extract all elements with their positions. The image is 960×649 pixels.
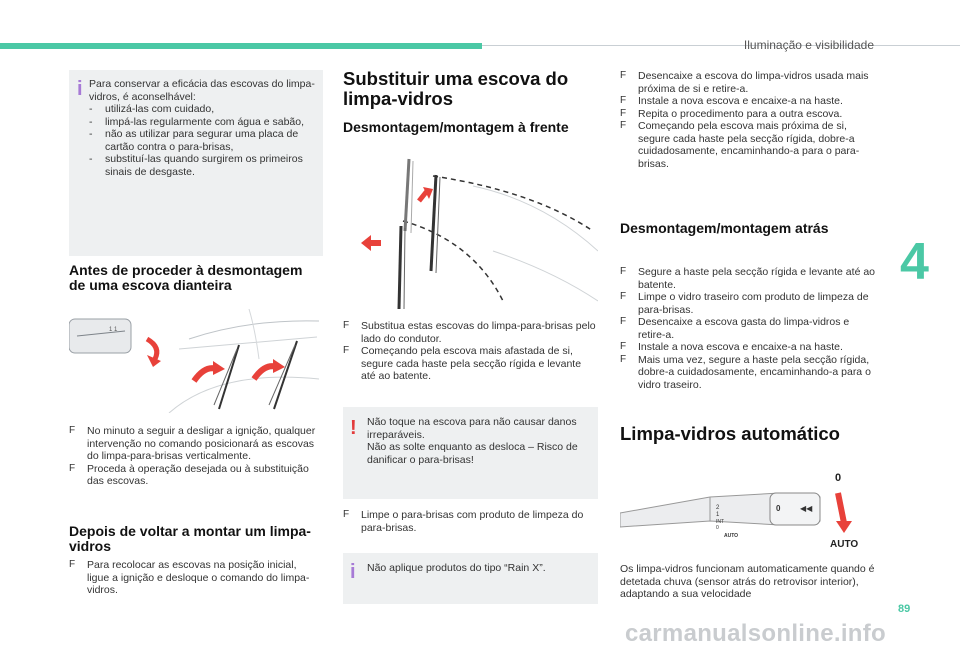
list-item: F Limpe o para-brisas com produto de limpeza do para-brisas.: [343, 509, 584, 534]
info-box-rainx-text: Não aplique produtos do tipo “Rain X”.: [367, 562, 546, 574]
main-heading: Substituir uma escova do limpa-vidros: [343, 68, 569, 109]
svg-text:◀◀: ◀◀: [800, 504, 813, 513]
list-item: F Instale a nova escova e encaixe-a na haste.: [620, 95, 843, 107]
after-refit-list: [69, 559, 321, 597]
info-box-rainx: [343, 553, 598, 604]
warning-box: [343, 407, 598, 499]
wiper-stalk-illustration: [620, 467, 878, 557]
clean-windscreen-list: [343, 509, 597, 534]
stalk-drawing: [620, 467, 878, 557]
list-item: - substituí-las quando surgirem os primeiros sinais de desgaste.: [89, 153, 317, 178]
list-item: F Instale a nova escova e encaixe-a na haste.: [620, 341, 843, 353]
list-item: F Substitua estas escovas do limpa-para-brisas pelo lado do condutor.: [343, 320, 596, 345]
heading-before-removal: Antes de proceder à desmontagem de uma escova dianteira: [69, 262, 303, 293]
stalk-scale-auto: AUTO: [724, 533, 739, 539]
front-wiper-lift-illustration: [343, 151, 598, 311]
list-item: F Proceda à operação desejada ou à substituição das escovas.: [69, 462, 309, 487]
stalk-scale-int: INT: [716, 519, 725, 525]
svg-text:0: 0: [776, 504, 781, 513]
watermark: carmanualsonline.info: [625, 620, 887, 647]
windshield-wiper-drawing: [69, 309, 322, 413]
stalk-label-auto: AUTO: [830, 539, 859, 550]
list-item: F Limpe o vidro traseiro com produto de limpeza de para-brisas.: [620, 291, 869, 316]
wiper-lift-drawing: [343, 151, 598, 311]
svg-text:1 1: 1 1: [109, 327, 118, 333]
stalk-scale-2: 2: [716, 505, 720, 511]
section-title: Iluminação e visibilidade: [743, 38, 874, 52]
rear-removal-list: [620, 266, 878, 391]
list-item: F Segure a haste pela secção rígida e levante até ao batente.: [620, 266, 875, 291]
header-rule: [482, 45, 960, 46]
info-box-care: [69, 70, 323, 256]
list-item: F Para recolocar as escovas na posição inicial, ligue a ignição e desloque o comando do limpa-vidros.: [69, 559, 310, 596]
list-item: - utilizá-las com cuidado,: [89, 103, 317, 116]
warning-icon: !: [350, 417, 357, 439]
subheading-front: Desmontagem/montagem à frente: [343, 119, 569, 135]
list-item: F No minuto a seguir a desligar a ignição, qualquer intervenção no comando posicionará as escovas do limpa-para-brisas verticalmente.: [69, 425, 316, 462]
list-item: F Começando pela escova mais afastada de si, segure cada haste pela secção rígida e levante até ao batente.: [343, 345, 582, 382]
chapter-number: 4: [900, 233, 929, 291]
warning-text-2: Não as solte enquanto as desloca – Risco de danificar o para-brisas!: [367, 441, 578, 466]
stalk-scale-1: 1: [716, 512, 720, 518]
front-removal-list: [343, 320, 597, 383]
list-item: F Desencaixe a escova gasta do limpa-vidros e retire-a.: [620, 316, 850, 341]
heading-after-refit: Depois de voltar a montar um limpa-vidros: [69, 523, 311, 554]
list-item: F Começando pela escova mais próxima de si, segure cada haste pela secção rígida, dobre-a cuidadosamente, encaminhando-a para o para-brisas.: [620, 120, 860, 170]
list-item: F Repita o procedimento para a outra escova.: [620, 107, 843, 120]
subheading-rear: Desmontagem/montagem atrás: [620, 220, 829, 236]
info-icon: i: [77, 78, 83, 100]
page-number: 89: [898, 603, 911, 615]
info-icon: i: [350, 561, 356, 583]
info-box-intro: Para conservar a eficácia das escovas do limpa-vidros, é aconselhável:: [89, 78, 315, 103]
header-accent-bar: [0, 43, 482, 49]
list-item: - não as utilizar para segurar uma placa de cartão contra o para-brisas,: [89, 128, 317, 153]
front-removal-list-continued: [620, 70, 878, 170]
front-wiper-illustration: [69, 309, 322, 413]
before-removal-list: [69, 425, 321, 488]
stalk-label-zero: 0: [835, 472, 842, 484]
warning-text-1: Não toque na escova para não causar danos irreparáveis.: [367, 416, 577, 441]
auto-wipers-text: Os limpa-vidros funcionam automaticamente quando é detetada chuva (sensor atrás do retrovisor interior), adaptando a sua velocidade: [620, 563, 875, 600]
stalk-scale-0: 0: [716, 525, 719, 531]
heading-auto-wipers: Limpa-vidros automático: [620, 423, 840, 444]
list-item: - limpá-las regularmente com água e sabão,: [89, 116, 317, 129]
list-item: F Mais uma vez, segure a haste pela secção rígida, dobre-a cuidadosamente, encaminhando-a para o vidro traseiro.: [620, 353, 871, 391]
list-item: F Desencaixe a escova do limpa-vidros usada mais próxima de si e retire-a.: [620, 70, 869, 95]
